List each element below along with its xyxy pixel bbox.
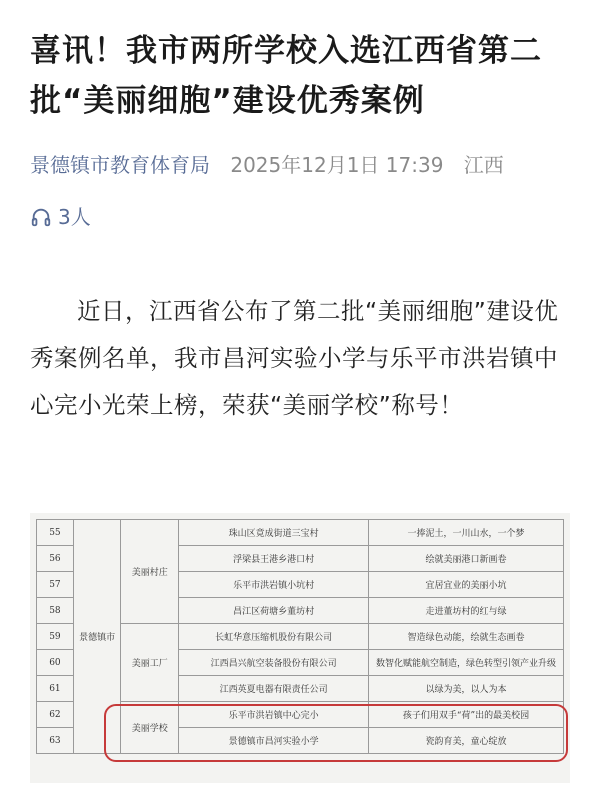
slogan-cell: 以绿为美，以人为本 [368, 676, 563, 702]
row-number: 61 [37, 676, 74, 702]
row-number: 59 [37, 624, 74, 650]
highlight-box [104, 704, 568, 762]
unit-name-cell: 江西英夏电器有限责任公司 [179, 676, 369, 702]
city-cell: 景德镇市 [73, 520, 120, 754]
slogan-cell: 孩子们用双手“荷”出的最美校园 [368, 702, 563, 728]
slogan-cell: 智造绿色动能，绘就生态画卷 [368, 624, 563, 650]
slogan-cell: 绘就美丽港口新画卷 [368, 546, 563, 572]
unit-name-cell: 浮梁县王港乡港口村 [179, 546, 369, 572]
article-meta [30, 150, 590, 180]
category-cell: 美丽学校 [121, 702, 179, 754]
unit-name-cell: 乐平市洪岩镇中心完小 [179, 702, 369, 728]
category-cell: 美丽村庄 [121, 520, 179, 624]
article-body: 近日，江西省公布了第二批“美丽细胞”建设优秀案例名单，我市昌河实验小学与乐平市洪岩镇中心完小光荣上榜，荣获“美丽学校”称号！ [30, 297, 559, 419]
account-name-link[interactable]: 景德镇市教育体育局 [30, 153, 210, 177]
row-number: 57 [37, 572, 74, 598]
row-number: 62 [37, 702, 74, 728]
publish-region: 江西 [463, 153, 504, 177]
unit-name-cell: 景德镇市昌河实验小学 [179, 728, 369, 754]
slogan-cell: 宜居宜业的美丽小坑 [368, 572, 563, 598]
unit-name-cell: 珠山区竟成街道三宝村 [179, 520, 369, 546]
table-row [37, 520, 564, 546]
row-number: 56 [37, 546, 74, 572]
row-number: 58 [37, 598, 74, 624]
row-number: 63 [37, 728, 74, 754]
slogan-cell: 瓷韵育美，童心绽放 [368, 728, 563, 754]
category-cell: 美丽工厂 [121, 624, 179, 702]
unit-name-cell: 乐平市洪岩镇小坑村 [179, 572, 369, 598]
slogan-cell: 走进董坊村的红与绿 [368, 598, 563, 624]
slogan-cell: 一捧泥土，一川山水，一个梦 [368, 520, 563, 546]
listen-button[interactable] [30, 202, 91, 232]
row-number: 60 [37, 650, 74, 676]
slogan-cell: 数智化赋能航空制造，绿色转型引领产业升级 [368, 650, 563, 676]
unit-name-cell: 江西昌兴航空装备股份有限公司 [179, 650, 369, 676]
row-number: 55 [37, 520, 74, 546]
unit-name-cell: 长虹华意压缩机股份有限公司 [179, 624, 369, 650]
unit-name-cell: 昌江区荷塘乡董坊村 [179, 598, 369, 624]
article-title: 喜讯！我市两所学校入选江西省第二批“美丽细胞”建设优秀案例 [30, 33, 542, 119]
headphones-icon [30, 206, 52, 228]
listener-count: 3人 [58, 205, 91, 229]
publish-datetime: 2025年12月1日 17:39 [230, 153, 444, 177]
